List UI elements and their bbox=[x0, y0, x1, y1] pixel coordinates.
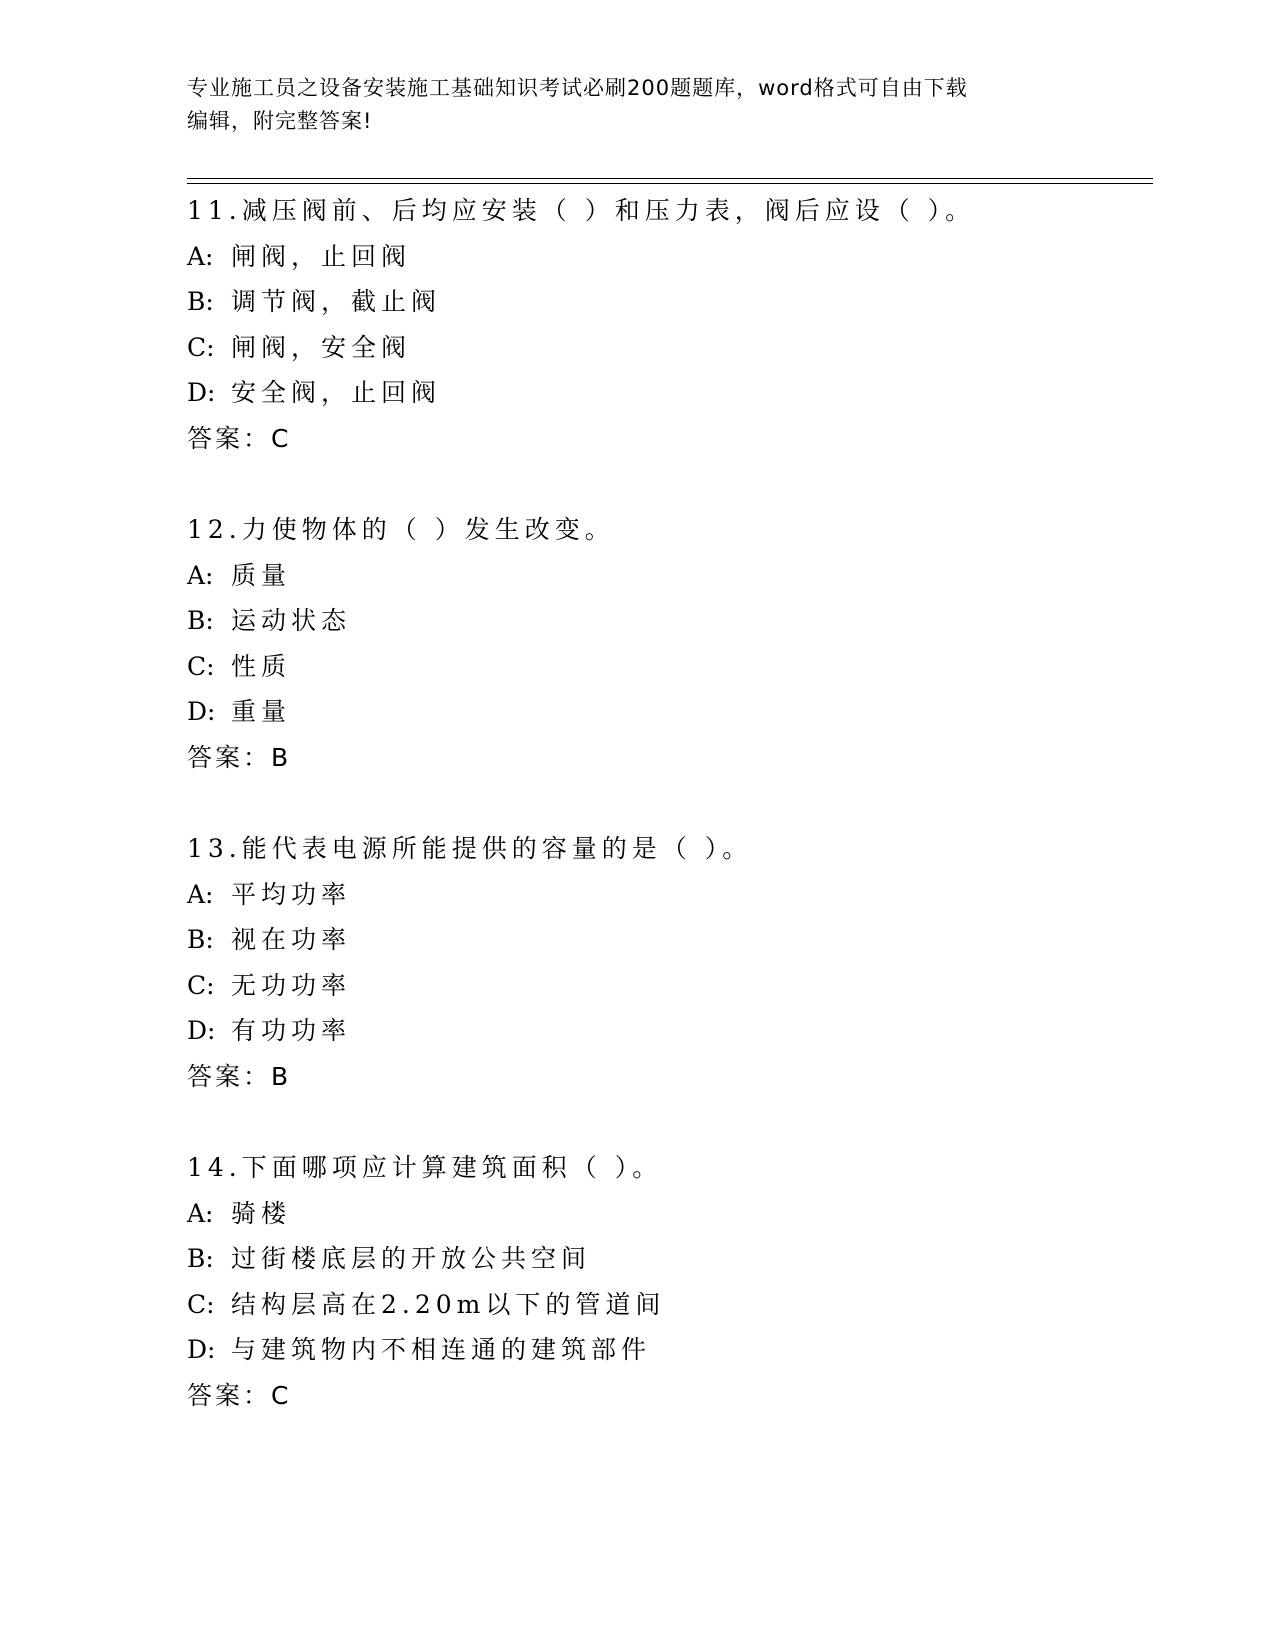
option-text: 无功功率 bbox=[231, 970, 352, 1000]
option-key: D: bbox=[187, 1335, 216, 1364]
option-key: C: bbox=[187, 1289, 215, 1319]
option-key: C: bbox=[187, 651, 215, 681]
option-d bbox=[187, 1008, 1147, 1054]
question-12 bbox=[187, 507, 1147, 780]
option-text: 闸阀，止回阀 bbox=[231, 241, 412, 271]
option-b bbox=[187, 1236, 1147, 1282]
option-b bbox=[187, 917, 1147, 963]
option-key: C: bbox=[187, 970, 215, 1000]
option-a bbox=[187, 234, 1147, 280]
option-text: 骑楼 bbox=[231, 1198, 292, 1228]
answer-line: 答案：C bbox=[187, 1380, 292, 1410]
question-stem: 14.下面哪项应计算建筑面积（ ）。 bbox=[187, 1153, 663, 1182]
header-line-2: 编辑，附完整答案! bbox=[187, 109, 373, 133]
question-stem: 13.能代表电源所能提供的容量的是（ ）。 bbox=[187, 834, 753, 863]
option-key: A: bbox=[187, 241, 214, 271]
option-key: D: bbox=[187, 697, 216, 726]
option-c bbox=[187, 963, 1147, 1009]
option-c bbox=[187, 1282, 1147, 1328]
option-a bbox=[187, 1191, 1147, 1237]
question-13 bbox=[187, 826, 1147, 1099]
option-b bbox=[187, 598, 1147, 644]
option-text: 质量 bbox=[231, 560, 292, 590]
option-text: 平均功率 bbox=[231, 879, 352, 909]
option-c bbox=[187, 325, 1147, 371]
option-key: C: bbox=[187, 332, 215, 362]
question-14 bbox=[187, 1145, 1147, 1418]
option-key: D: bbox=[187, 378, 216, 407]
option-text: 有功功率 bbox=[231, 1016, 352, 1045]
header-divider-top bbox=[187, 178, 1153, 179]
option-key: B: bbox=[187, 925, 214, 954]
option-key: B: bbox=[187, 287, 214, 316]
option-key: D: bbox=[187, 1016, 216, 1045]
option-d bbox=[187, 370, 1147, 416]
option-text: 与建筑物内不相连通的建筑部件 bbox=[231, 1335, 652, 1364]
option-text: 性质 bbox=[231, 651, 292, 681]
document-header bbox=[187, 72, 1067, 138]
option-text: 重量 bbox=[231, 697, 292, 726]
option-text: 安全阀，止回阀 bbox=[231, 378, 442, 407]
option-c bbox=[187, 644, 1147, 690]
option-key: A: bbox=[187, 1198, 214, 1228]
option-text: 结构层高在2.20m以下的管道间 bbox=[231, 1289, 666, 1319]
question-stem: 12.力使物体的（ ）发生改变。 bbox=[187, 515, 615, 544]
answer-line: 答案：B bbox=[187, 742, 292, 772]
option-text: 调节阀，截止阀 bbox=[231, 287, 442, 316]
option-a bbox=[187, 553, 1147, 599]
option-text: 过街楼底层的开放公共空间 bbox=[231, 1244, 592, 1273]
option-b bbox=[187, 279, 1147, 325]
option-key: A: bbox=[187, 879, 214, 909]
answer-line: 答案：B bbox=[187, 1061, 292, 1091]
question-stem: 11.减压阀前、后均应安装（ ）和压力表，阀后应设（ ）。 bbox=[187, 196, 976, 225]
option-a bbox=[187, 872, 1147, 918]
option-key: B: bbox=[187, 1244, 214, 1273]
question-11 bbox=[187, 188, 1147, 461]
option-text: 闸阀，安全阀 bbox=[231, 332, 412, 362]
option-d bbox=[187, 689, 1147, 735]
answer-line: 答案：C bbox=[187, 423, 292, 453]
option-text: 运动状态 bbox=[231, 606, 352, 635]
option-d bbox=[187, 1327, 1147, 1373]
header-divider-bottom bbox=[187, 183, 1153, 184]
option-key: B: bbox=[187, 606, 214, 635]
option-text: 视在功率 bbox=[231, 925, 352, 954]
option-key: A: bbox=[187, 560, 214, 590]
header-line-1: 专业施工员之设备安装施工基础知识考试必刷200题题库，word格式可自由下载 bbox=[187, 76, 968, 100]
